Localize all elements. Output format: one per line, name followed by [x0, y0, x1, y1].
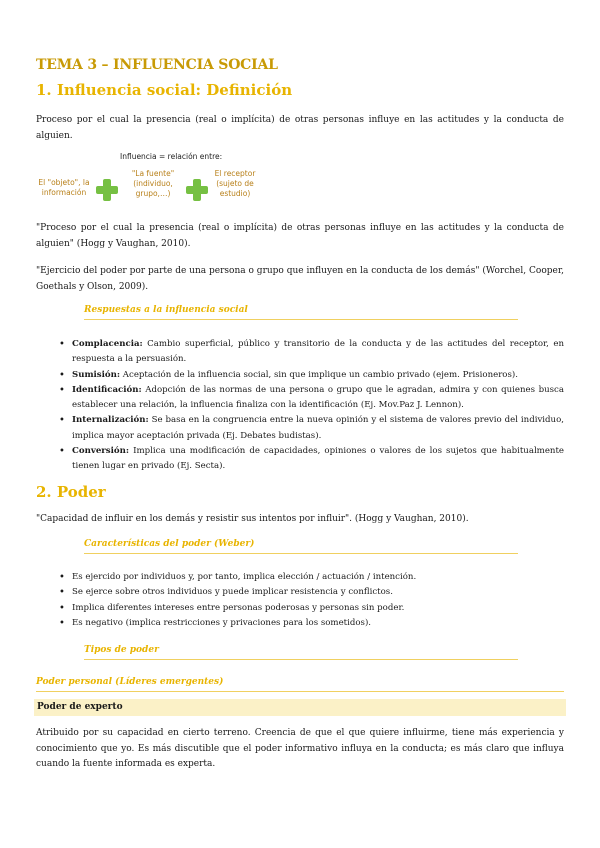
poder-definition: "Capacidad de influir en los demás y resistir sus intentos por influir". (Hogg y Vaughan, 2010). [36, 514, 469, 524]
section-1-title: 1. Influencia social: Definición [36, 81, 293, 99]
list-item: • Complacencia: Cambio superficial, público y transitorio de la conducta y de las actitudes del receptor, en respuesta a la persuasión. [60, 337, 564, 368]
influence-diagram [36, 152, 276, 214]
topic-title: TEMA 3 – INFLUENCIA SOCIAL [36, 57, 278, 73]
plus-icon [186, 179, 208, 201]
list-item: • Es ejercido por individuos y, por tanto, implica elección / actuación / intención. [60, 570, 564, 585]
respuestas-list [60, 337, 564, 475]
tipos-heading: Tipos de poder [84, 645, 518, 660]
diagram-heading: Influencia = relación entre: [120, 152, 223, 161]
section-2-title: 2. Poder [36, 483, 106, 501]
diagram-object: El "objeto", la información [38, 178, 90, 197]
intro-paragraph: Proceso por el cual la presencia (real o implícita) de otras personas influye en las actitudes y la conducta de alguien. [36, 115, 564, 141]
caracteristicas-list [60, 570, 564, 631]
diagram-receiver: El receptor (sujeto de estudio) [214, 169, 256, 198]
list-item: • Conversión: Implica una modificación de capacidades, opiniones o valores de los sujetos que habitualmente tienen lugar en privado (Ej. Secta). [60, 444, 564, 475]
list-item: • Se ejerce sobre otros individuos y puede implicar resistencia y conflictos. [60, 585, 564, 600]
list-item: • Identificación: Adopción de las normas de una persona o grupo que le agradan, admira y con quienes busca establecer una relación, la influencia finaliza con la identificación (Ej. Mov.Paz J. Lennon). [60, 383, 564, 414]
list-item: • Sumisión: Aceptación de la influencia social, sin que implique un cambio privado (ejem. Prisioneros). [60, 368, 564, 383]
quote-worchel: "Ejercicio del poder por parte de una persona o grupo que influyen en la conducta de los demás" (Worchel, Cooper, Goethals y Olson, 2009). [36, 266, 564, 292]
poder-personal-heading: Poder personal (Líderes emergentes) [36, 677, 564, 692]
list-item: • Implica diferentes intereses entre personas poderosas y personas sin poder. [60, 601, 564, 616]
quote-hogg-vaughan: "Proceso por el cual la presencia (real o implícita) de otras personas influye en las actitudes y la conducta de alguien" (Hogg y Vaughan, 2010). [36, 223, 564, 249]
experto-heading: Poder de experto [34, 699, 566, 716]
list-item: • Es negativo (implica restricciones y privaciones para los sometidos). [60, 616, 564, 631]
caracteristicas-heading: Características del poder (Weber) [84, 539, 518, 554]
diagram-source: "La fuente" (individuo, grupo,…) [131, 169, 175, 198]
experto-paragraph: Atribuido por su capacidad en cierto terreno. Creencia de que el que quiere influirme, tiene más experiencia y conocimiento que yo. Es más discutible que el poder informativo influya en la conducta; es más claro que influya cuando la fuente informada es experta. [36, 728, 564, 769]
plus-icon [96, 179, 118, 201]
list-item: • Internalización: Se basa en la congruencia entre la nueva opinión y el sistema de valores previo del individuo, implica mayor aceptación privada (Ej. Debates budistas). [60, 413, 564, 444]
respuestas-heading: Respuestas a la influencia social [84, 305, 518, 320]
